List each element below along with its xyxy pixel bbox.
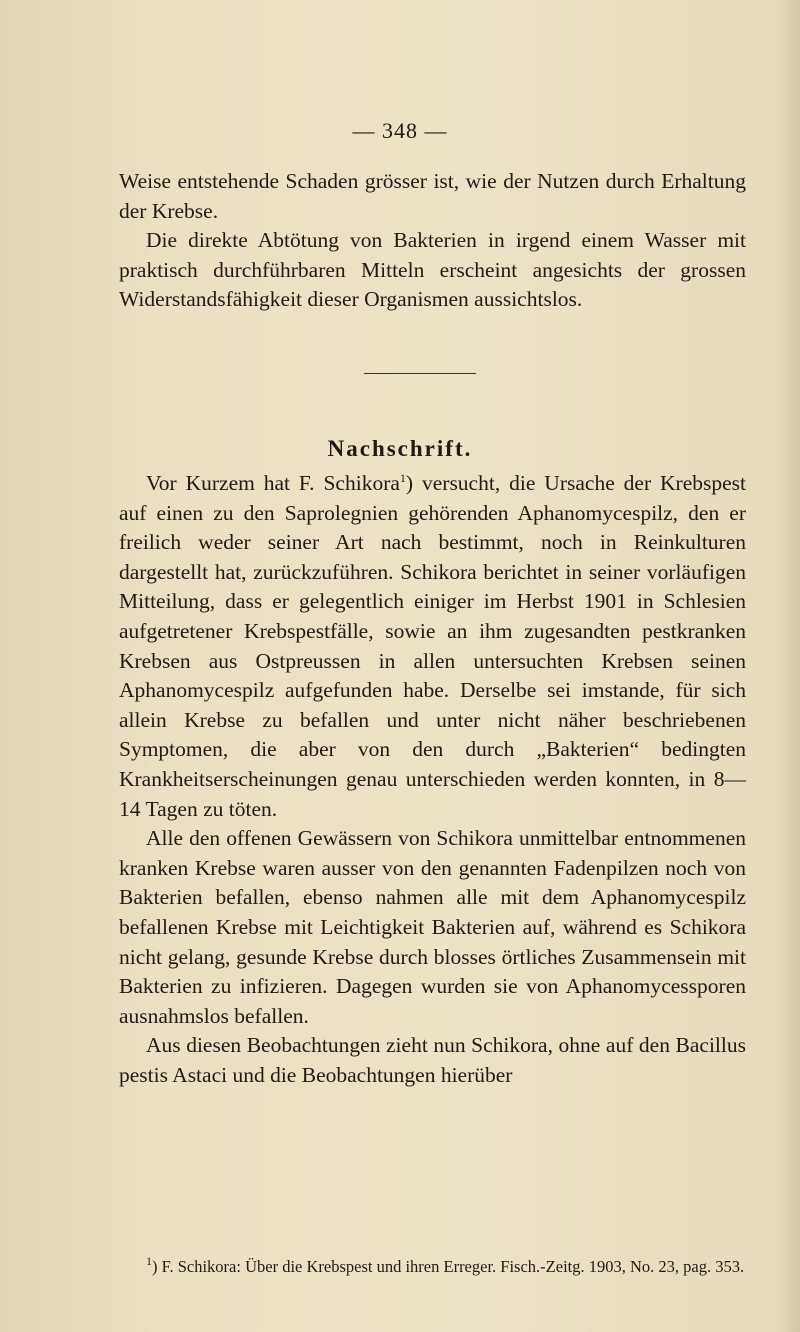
paragraph-main-1-start: Vor Kurzem hat F. Schikora bbox=[146, 471, 400, 495]
main-text-block bbox=[119, 469, 746, 1090]
paragraph-main-2: Alle den offenen Gewässern von Schikora unmittelbar entnommenen kranken Krebse waren ausser von den genannten Fadenpilzen noch von Bakterien befallen, ebenso nahmen alle mit dem Aphanomycespilz befallenen Krebse mit Leichtigkeit Bakterien auf, während es Schikora nicht gelang, gesunde Krebse durch blosses örtliches Zusammensein mit Bakterien zu infizieren. Dagegen wurden sie von Aphanomycessporen ausnahmslos befallen. bbox=[119, 826, 746, 1028]
section-heading: Nachschrift. bbox=[327, 436, 473, 461]
paragraph-main-1-rest: ) versucht, die Ursache der Krebspest auf einen zu den Saprolegnien gehörenden Aphanomycespilz, den er freilich weder seiner Art nach bestimmt, noch in Reinkulturen dargestellt hat, zurückzuführen. Schikora berichtet in seiner vorläufigen Mitteilung, dass er gelegentlich einiger im Herbst 1901 in Schlesien aufgetretener Krebspestfälle, sowie an ihm zugesandten pestkranken Krebsen aus Ostpreussen in allen untersuchten Krebsen seinen Aphanomycespilz aufgefunden habe. Derselbe sei imstande, für sich allein Krebse zu befallen und unter nicht näher beschriebenen Symptomen, die aber von den durch „Bakterien“ bedingten Krankheitserscheinungen genau unterschieden werden konnten, in 8—14 Tagen zu töten. bbox=[119, 471, 747, 821]
footnote-body: ) F. Schikora: Über die Krebspest und ihren Erreger. Fisch.-Zeitg. 1903, No. 23, pag. 353. bbox=[152, 1257, 745, 1276]
footnote-mark: 1 bbox=[146, 1254, 152, 1268]
paragraph-intro-2: Die direkte Abtötung von Bakterien in irgend einem Wasser mit praktisch durchführbaren Mitteln erscheint angesichts der grossen Widerstandsfähigkeit dieser Organismen aussichtslos. bbox=[119, 228, 746, 312]
footnote-reference: 1 bbox=[399, 471, 406, 485]
footnote-text bbox=[119, 1255, 746, 1278]
footnote bbox=[119, 1255, 746, 1278]
section-divider bbox=[364, 373, 476, 374]
paragraph-main-3: Aus diesen Beobachtungen zieht nun Schikora, ohne auf den Bacillus pestis Astaci und die Beobachtungen hierüber bbox=[119, 1033, 746, 1087]
intro-text-block bbox=[119, 167, 746, 315]
paragraph-main-1 bbox=[119, 469, 746, 824]
page-number: — 348 — bbox=[352, 118, 448, 143]
paragraph-intro-1: Weise entstehende Schaden grösser ist, wie der Nutzen durch Erhaltung der Krebse. bbox=[119, 169, 746, 223]
page-edge-shadow bbox=[778, 0, 800, 1332]
